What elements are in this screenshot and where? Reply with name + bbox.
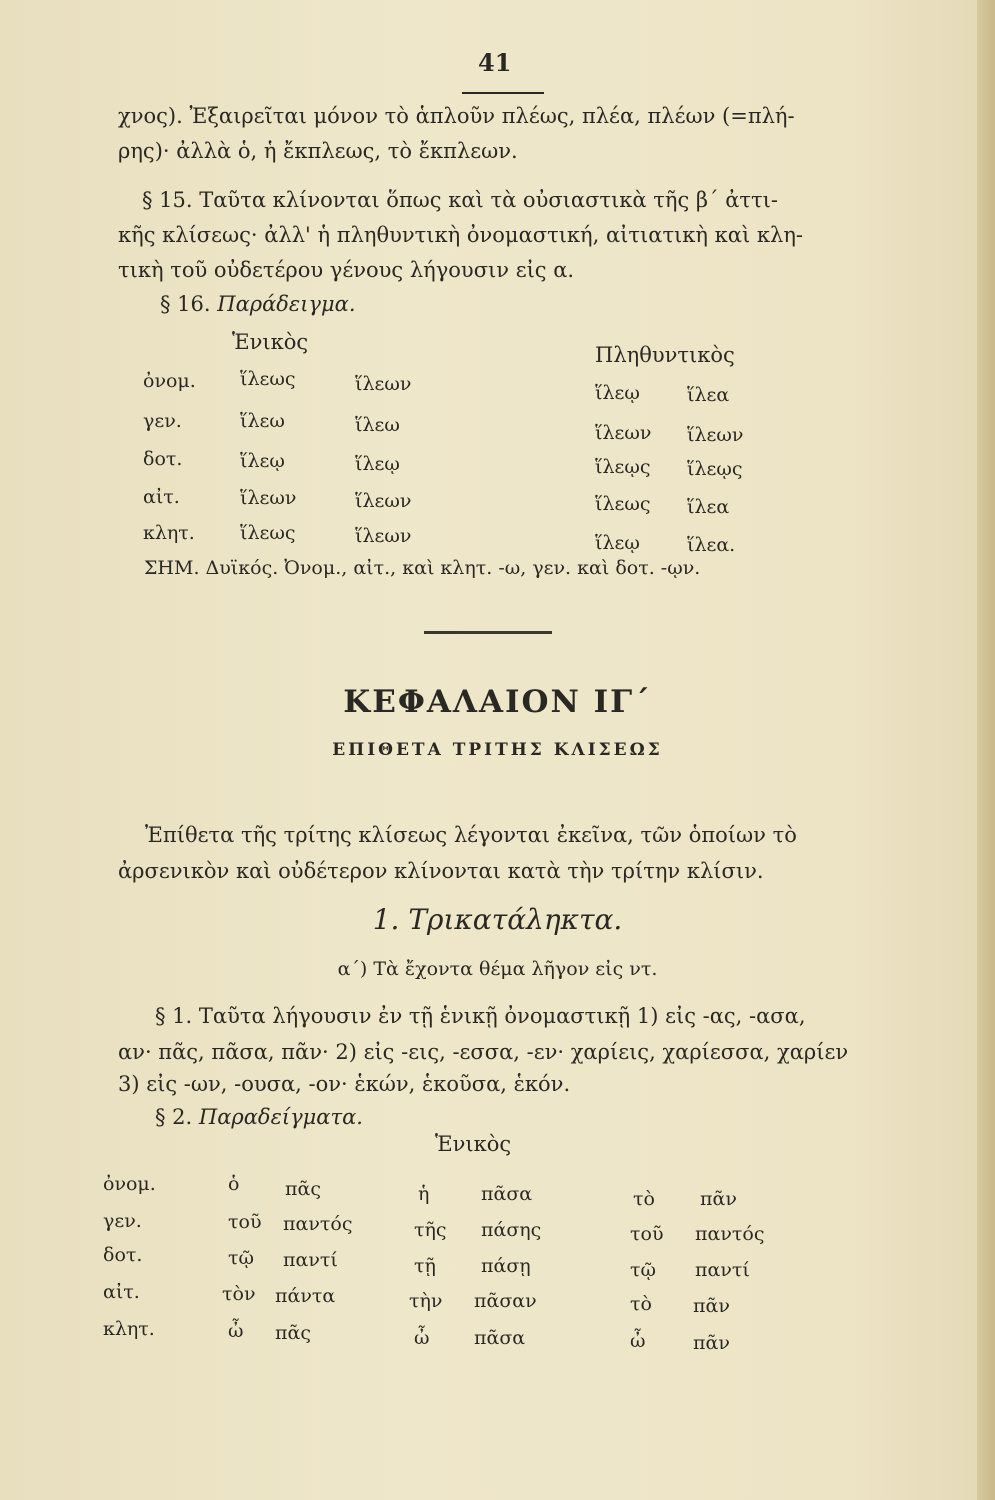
text-line: § 1. Ταῦτα λήγουσιν ἐν τῇ ἑνικῇ ὀνομαστικῇ 1) εἰς -ας, -ασα, xyxy=(155,1004,806,1028)
text-line: τικὴ τοῦ οὐδετέρου γένους λήγουσιν εἰς α. xyxy=(118,258,575,282)
table-cell: ἵλεῳ xyxy=(240,450,285,472)
chapter-divider xyxy=(424,631,552,634)
table-cell: τῇ xyxy=(414,1255,436,1277)
table-cell: παντί xyxy=(283,1249,338,1271)
table-cell: ὦ xyxy=(228,1320,244,1342)
text-line: αν· πᾶς, πᾶσα, πᾶν· 2) εἰς -εις, -εσσα, -εν· χαρίεις, χαρίεσσα, χαρίεν xyxy=(118,1040,849,1064)
table-cell: τῷ xyxy=(228,1247,255,1269)
chapter-subtitle: ΕΠΙΘΕΤΑ ΤΡΙΤΗΣ ΚΛΙΣΕΩΣ xyxy=(332,740,663,760)
table-cell: πᾶσαν xyxy=(474,1290,537,1312)
table-cell: παντός xyxy=(695,1223,765,1245)
table-cell: ἵλεως xyxy=(240,522,296,544)
text-line: ἀρσενικὸν καὶ οὐδέτερον κλίνονται κατὰ τὴν τρίτην κλίσιν. xyxy=(118,859,764,883)
text-line: κῆς κλίσεως· ἀλλ' ἡ πληθυντικὴ ὀνομαστική, αἰτιατικὴ καὶ κλη- xyxy=(118,223,804,247)
table-cell: τὸ xyxy=(630,1293,652,1315)
table-cell: τὸ xyxy=(633,1188,655,1210)
page-number-rule xyxy=(462,92,544,94)
case-label: δοτ. xyxy=(103,1244,143,1266)
table-cell: ἵλεῳς xyxy=(595,456,651,478)
table-cell: ἵλεως xyxy=(595,493,651,515)
table-cell: τὴν xyxy=(409,1290,443,1312)
table-cell: ἵλεων xyxy=(595,422,652,444)
table-cell: πᾶς xyxy=(275,1322,311,1344)
table-cell: ὦ xyxy=(414,1327,430,1349)
table-cell: παντός xyxy=(283,1213,353,1235)
table-cell: πᾶσα xyxy=(474,1327,526,1349)
table-cell: ἡ xyxy=(418,1183,430,1205)
table-cell: ἵλεω xyxy=(355,414,400,436)
table-cell: πάσης xyxy=(481,1219,542,1241)
table-cell: τῆς xyxy=(414,1219,447,1241)
table-cell: ὁ xyxy=(228,1173,240,1195)
table-cell: πᾶν xyxy=(693,1295,730,1317)
text-line: ρης)· ἀλλὰ ὁ, ἡ ἔκπλεως, τὸ ἔκπλεων. xyxy=(118,139,518,163)
table-cell: τοῦ xyxy=(630,1223,664,1245)
section-2-heading xyxy=(155,1104,363,1131)
section-title: Παράδειγμα. xyxy=(217,292,356,316)
table-cell: ἵλεων xyxy=(240,487,297,509)
table-cell: ἵλεῳς xyxy=(687,458,743,480)
table-cell: ὦ xyxy=(630,1330,646,1352)
section-number: § 16. xyxy=(160,292,211,316)
table-cell: ἵλεω xyxy=(240,410,285,432)
text-line: Ἐπίθετα τῆς τρίτης κλίσεως λέγονται ἐκεῖνα, τῶν ὁποίων τὸ xyxy=(145,823,797,847)
table-cell: τὸν xyxy=(222,1283,256,1305)
table-cell: πᾶσα xyxy=(481,1183,533,1205)
table-cell: ἵλεως xyxy=(240,368,296,390)
table-cell: παντί xyxy=(695,1259,750,1281)
singular-header: Ἑνικὸς xyxy=(232,330,309,354)
text-line: § 15. Ταῦτα κλίνονται ὅπως καὶ τὰ οὐσιαστικὰ τῆς β΄ ἀττι- xyxy=(142,188,778,212)
text-line: 3) εἰς -ων, -ουσα, -ον· ἑκών, ἑκοῦσα, ἑκόν. xyxy=(118,1072,571,1096)
table-cell: ἵλεα xyxy=(687,384,730,406)
case-label: αἰτ. xyxy=(103,1281,140,1303)
text-line: χνος). Ἐξαιρεῖται μόνον τὸ ἁπλοῦν πλέως, πλέα, πλέων (=πλή- xyxy=(118,104,795,128)
table-cell: πᾶς xyxy=(285,1178,321,1200)
table-cell: τοῦ xyxy=(228,1211,262,1233)
table-cell: ἵλεων xyxy=(355,525,412,547)
case-label: δοτ. xyxy=(143,448,183,470)
case-label: ὀνομ. xyxy=(143,370,196,392)
case-label: αἰτ. xyxy=(143,486,180,508)
table-cell: πάσῃ xyxy=(481,1255,531,1277)
section-title: Παραδείγματα. xyxy=(198,1105,363,1129)
case-label: γεν. xyxy=(103,1210,142,1232)
case-label: κλητ. xyxy=(143,522,195,544)
singular-header: Ἑνικὸς xyxy=(435,1132,512,1156)
plural-header: Πληθυντικὸς xyxy=(595,343,735,367)
table-cell: ἵλεων xyxy=(355,373,412,395)
section-number: § 2. xyxy=(155,1105,193,1129)
table-cell: ἵλεα xyxy=(687,496,730,518)
table-cell: ἵλεῳ xyxy=(595,382,640,404)
page-number: 41 xyxy=(478,48,512,77)
case-label: κλητ. xyxy=(103,1318,155,1340)
section-16-heading xyxy=(160,291,356,318)
chapter-title: ΚΕΦΑΛΑΙΟΝ ΙΓ΄ xyxy=(343,684,652,720)
table-cell: ἵλεων xyxy=(355,490,412,512)
table-cell: τῷ xyxy=(630,1259,657,1281)
subsection-heading: α΄) Τὰ ἔχοντα θέμα λῆγον εἰς ντ. xyxy=(337,958,658,980)
table-cell: ἵλεῳ xyxy=(355,453,400,475)
table-cell: ἵλεα. xyxy=(687,534,736,556)
section-heading: 1. Τρικατάληκτα. xyxy=(372,903,623,936)
table-cell: πᾶν xyxy=(700,1188,737,1210)
case-label: ὀνομ. xyxy=(103,1173,156,1195)
table-cell: ἵλεῳ xyxy=(595,532,640,554)
note: ΣΗΜ. Δυϊκός. Ὀνομ., αἰτ., καὶ κλητ. -ω, γεν. καὶ δοτ. -ῳν. xyxy=(144,557,701,579)
table-cell: πᾶν xyxy=(693,1332,730,1354)
case-label: γεν. xyxy=(143,410,182,432)
table-cell: ἵλεων xyxy=(687,424,744,446)
table-cell: πάντα xyxy=(275,1285,336,1307)
